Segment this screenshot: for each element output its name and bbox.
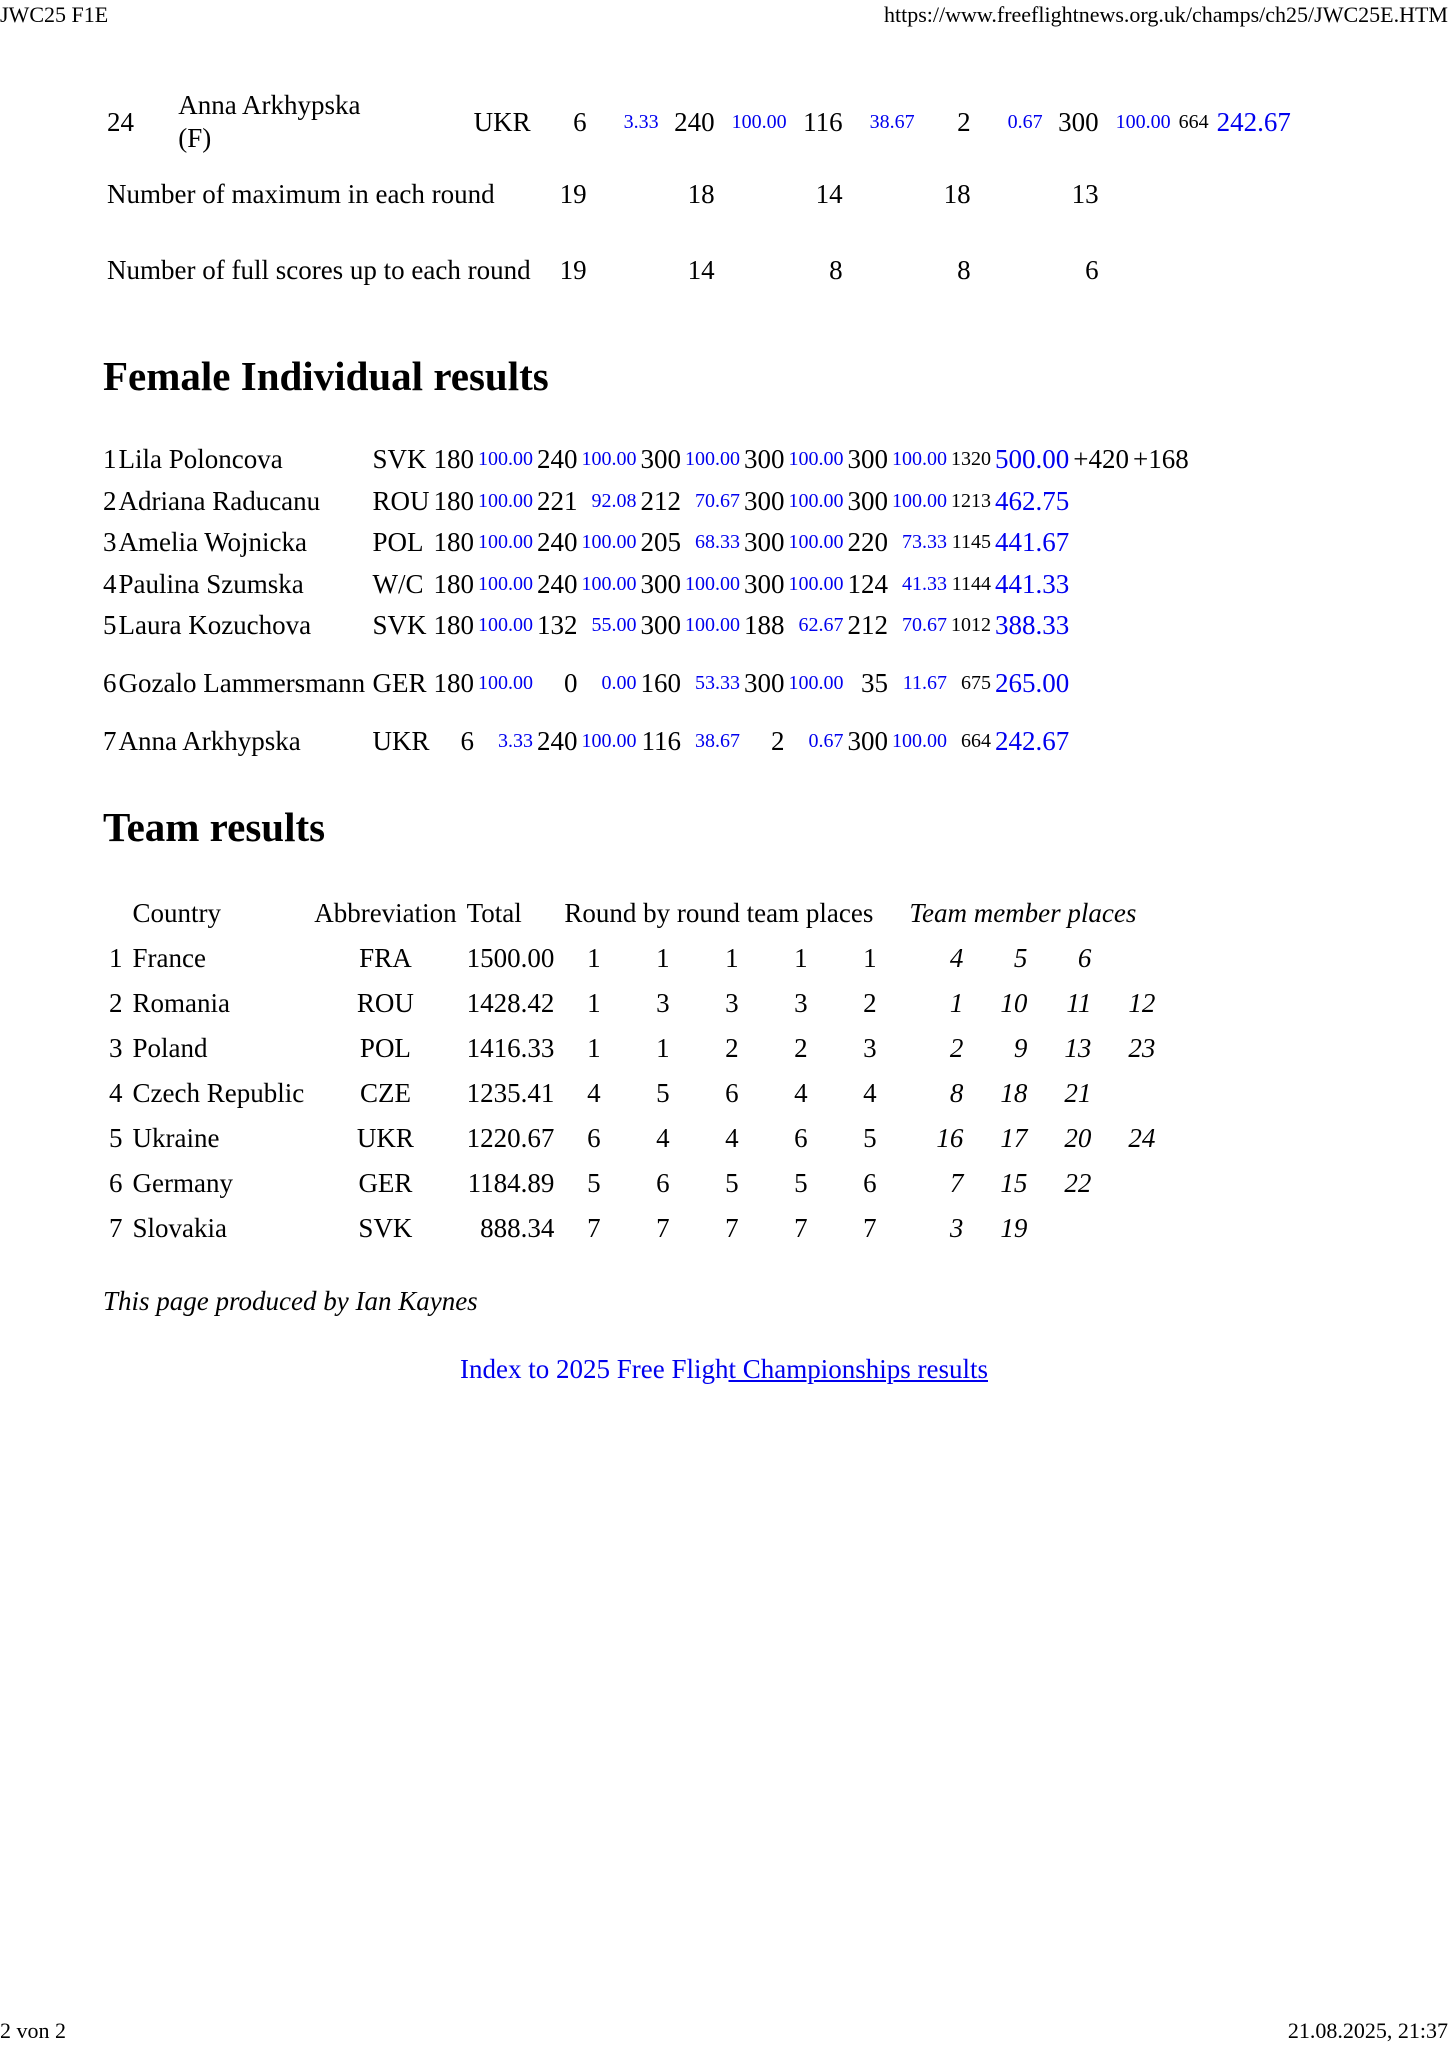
female-name: Anna Arkhypska xyxy=(118,725,301,756)
female-place: 6 xyxy=(103,668,117,698)
round-time: 300 xyxy=(847,725,889,756)
round-percent: 100.00 xyxy=(788,672,844,694)
round-time: 300 xyxy=(640,568,682,599)
round-percent: 100.00 xyxy=(581,531,637,554)
team-round-place: 3 xyxy=(863,1033,877,1063)
female-results-table xyxy=(103,439,1191,762)
team-place: 5 xyxy=(109,1123,123,1153)
round-percent: 100.00 xyxy=(478,489,534,512)
team-round-place: 2 xyxy=(863,988,877,1018)
round-percent: 3.33 xyxy=(623,110,659,133)
round-time: 2 xyxy=(771,725,785,756)
team-round-place: 4 xyxy=(656,1123,670,1153)
flyoff-score-1: +420 xyxy=(1073,444,1129,475)
team-total: 1235.41 xyxy=(466,1078,555,1108)
team-member-place: 18 xyxy=(1000,1078,1028,1108)
team-result-row xyxy=(104,936,1160,981)
female-name: Lila Poloncova xyxy=(118,444,283,475)
round-percent: 100.00 xyxy=(685,614,741,637)
round-time: 212 xyxy=(640,485,682,516)
team-results-table xyxy=(104,891,1160,1251)
team-abbrev: ROU xyxy=(356,988,414,1018)
credit-text: This page produced by Ian Kaynes xyxy=(103,1286,478,1316)
flyoff-score-1 xyxy=(1071,481,1131,523)
team-place: 6 xyxy=(109,1168,123,1198)
female-results-heading: Female Individual results xyxy=(103,353,549,399)
team-round-place: 5 xyxy=(656,1078,670,1108)
index-link-text-part2[interactable]: t Championships results xyxy=(728,1354,988,1384)
round-time: 220 xyxy=(847,527,889,558)
team-round-place: 1 xyxy=(794,943,808,973)
round-time: 160 xyxy=(640,668,682,698)
round-percent: 100.00 xyxy=(731,110,787,133)
round-time: 240 xyxy=(537,444,578,475)
round-percent: 41.33 xyxy=(902,572,948,595)
round-percent: 100.00 xyxy=(478,614,534,637)
team-abbrev: FRA xyxy=(359,943,412,973)
team-round-place: 1 xyxy=(863,943,877,973)
team-member-place: 1 xyxy=(949,988,964,1018)
team-abbrev: GER xyxy=(358,1168,413,1198)
page-footer-datetime: 21.08.2025, 21:37 xyxy=(1287,2018,1448,2043)
round-time: 300 xyxy=(744,527,785,558)
summary-spacer xyxy=(975,156,1047,232)
female-result-row xyxy=(103,439,1191,481)
team-result-row xyxy=(104,1206,1160,1251)
summary-value: 18 xyxy=(943,178,971,209)
result-score: 242.67 xyxy=(1216,106,1291,137)
team-round-place: 6 xyxy=(656,1168,670,1198)
team-country: Germany xyxy=(132,1168,233,1198)
round-time: 240 xyxy=(537,725,578,756)
flyoff-score-2 xyxy=(1131,721,1191,763)
round-percent: 0.67 xyxy=(808,729,844,752)
round-time: 300 xyxy=(744,568,785,599)
round-time: 180 xyxy=(433,610,475,641)
team-total: 1416.33 xyxy=(466,1033,555,1063)
team-header-members: Team member places xyxy=(909,898,1137,928)
round-time: 300 xyxy=(1058,106,1099,137)
female-place: 7 xyxy=(103,725,117,756)
round-percent: 73.33 xyxy=(902,531,948,554)
team-round-place: 4 xyxy=(794,1078,808,1108)
female-country: ROU xyxy=(372,485,430,516)
round-time: 240 xyxy=(674,106,715,137)
team-member-place: 24 xyxy=(1128,1123,1156,1153)
round-time: 180 xyxy=(433,485,475,516)
summary-spacer xyxy=(591,232,663,308)
team-round-place: 5 xyxy=(863,1123,877,1153)
team-round-place: 5 xyxy=(794,1168,808,1198)
team-member-place xyxy=(1096,1071,1160,1116)
team-member-place: 20 xyxy=(1064,1123,1092,1153)
female-total: 1012 xyxy=(951,614,992,637)
summary-value: 8 xyxy=(957,254,971,285)
round-percent: 100.00 xyxy=(1115,110,1171,133)
summary-value: 18 xyxy=(687,178,715,209)
round-time: 180 xyxy=(433,444,475,475)
team-total: 1428.42 xyxy=(466,988,555,1018)
team-header-total: Total xyxy=(466,898,522,928)
round-time: 124 xyxy=(847,568,889,599)
round-percent: 100.00 xyxy=(788,448,844,471)
team-round-place: 1 xyxy=(587,943,601,973)
team-member-place: 12 xyxy=(1128,988,1156,1018)
female-result-row xyxy=(103,605,1191,647)
female-score: 242.67 xyxy=(995,725,1070,756)
summary-spacer xyxy=(719,156,791,232)
team-member-place: 11 xyxy=(1066,988,1092,1018)
team-header-abbrev: Abbreviation xyxy=(314,898,457,928)
summary-label: Number of full scores up to each round xyxy=(107,254,531,285)
team-round-place: 2 xyxy=(794,1033,808,1063)
flyoff-score-1 xyxy=(1071,721,1131,763)
team-round-place: 5 xyxy=(587,1168,601,1198)
flyoff-score-2 xyxy=(1131,647,1191,721)
flyoff-score-2 xyxy=(1131,564,1191,606)
team-member-place: 19 xyxy=(1000,1213,1028,1243)
female-result-row xyxy=(103,522,1191,564)
team-result-row xyxy=(104,1071,1160,1116)
round-time: 300 xyxy=(847,485,889,516)
round-time: 2 xyxy=(957,106,971,137)
summary-value: 8 xyxy=(829,254,843,285)
summary-value: 13 xyxy=(1071,178,1099,209)
female-country: UKR xyxy=(372,725,430,756)
round-time: 212 xyxy=(847,610,889,641)
team-country: Slovakia xyxy=(132,1213,227,1243)
round-percent: 100.00 xyxy=(581,729,637,752)
team-round-place: 6 xyxy=(794,1123,808,1153)
female-place: 1 xyxy=(103,444,117,475)
team-member-place: 17 xyxy=(1000,1123,1028,1153)
flyoff-score-1 xyxy=(1071,522,1131,564)
round-percent: 100.00 xyxy=(788,489,844,512)
team-member-place: 3 xyxy=(949,1213,964,1243)
team-member-place: 23 xyxy=(1128,1033,1156,1063)
team-total: 1220.67 xyxy=(466,1123,555,1153)
team-round-place: 5 xyxy=(725,1168,739,1198)
female-name: Amelia Wojnicka xyxy=(118,527,308,558)
team-round-place: 7 xyxy=(725,1213,739,1243)
team-round-place: 7 xyxy=(863,1213,877,1243)
team-header-country: Country xyxy=(132,898,222,928)
team-round-place: 1 xyxy=(725,943,739,973)
team-header-row xyxy=(104,891,1160,936)
team-result-row xyxy=(104,981,1160,1026)
round-percent: 100.00 xyxy=(685,572,741,595)
summary-row xyxy=(103,232,1295,308)
female-place: 5 xyxy=(103,610,117,641)
round-time: 240 xyxy=(537,568,578,599)
team-country: Romania xyxy=(132,988,230,1018)
round-time: 300 xyxy=(640,444,682,475)
round-time: 300 xyxy=(847,444,889,475)
team-round-place: 4 xyxy=(863,1078,877,1108)
page-header-url: https://www.freeflightnews.org.uk/champs/ch25/JWC25E.HTM xyxy=(884,2,1448,27)
round-percent: 55.00 xyxy=(591,614,637,637)
female-result-row xyxy=(103,721,1191,763)
team-member-place: 22 xyxy=(1064,1168,1092,1198)
summary-spacer xyxy=(847,156,919,232)
round-percent: 100.00 xyxy=(892,448,948,471)
summary-spacer xyxy=(591,156,663,232)
round-time: 180 xyxy=(433,527,475,558)
round-percent: 100.00 xyxy=(581,572,637,595)
female-country: POL xyxy=(372,527,424,558)
summary-spacer xyxy=(1103,232,1175,308)
female-result-row xyxy=(103,481,1191,523)
team-member-place: 2 xyxy=(949,1033,964,1063)
summary-value: 19 xyxy=(559,178,587,209)
team-round-place: 2 xyxy=(725,1033,739,1063)
team-country: Czech Republic xyxy=(132,1078,305,1108)
team-round-place: 1 xyxy=(587,1033,601,1063)
female-total: 664 xyxy=(961,729,992,752)
team-round-place: 3 xyxy=(656,988,670,1018)
female-score: 441.33 xyxy=(995,568,1070,599)
female-total: 1320 xyxy=(951,448,992,471)
team-member-place: 10 xyxy=(1000,988,1028,1018)
round-percent: 70.67 xyxy=(902,614,948,637)
team-header-rounds: Round by round team places xyxy=(564,898,874,928)
round-time: 300 xyxy=(744,485,785,516)
result-row xyxy=(103,88,1295,156)
team-total: 1500.00 xyxy=(466,943,555,973)
flyoff-score-1 xyxy=(1071,647,1131,721)
female-score: 265.00 xyxy=(995,668,1070,698)
round-percent: 62.67 xyxy=(798,614,844,637)
round-percent: 100.00 xyxy=(892,489,948,512)
round-percent: 100.00 xyxy=(892,729,948,752)
round-percent: 100.00 xyxy=(478,531,534,554)
female-country: W/C xyxy=(372,568,424,599)
female-result-row xyxy=(103,564,1191,606)
result-place: 24 xyxy=(107,106,134,137)
female-country: SVK xyxy=(372,610,427,641)
page-footer-page: 2 von 2 xyxy=(0,2018,66,2043)
round-time: 180 xyxy=(433,668,475,698)
round-percent: 100.00 xyxy=(478,448,534,471)
female-result-row xyxy=(103,647,1191,721)
team-member-place: 21 xyxy=(1064,1078,1092,1108)
team-total: 1184.89 xyxy=(467,1168,555,1198)
round-percent: 0.00 xyxy=(601,672,637,694)
round-percent: 100.00 xyxy=(788,572,844,595)
team-round-place: 7 xyxy=(794,1213,808,1243)
round-percent: 100.00 xyxy=(478,672,534,694)
team-place: 2 xyxy=(109,988,123,1018)
flyoff-score-2 xyxy=(1131,605,1191,647)
round-time: 132 xyxy=(537,610,578,641)
team-country: Poland xyxy=(132,1033,208,1063)
flyoff-score-2: +168 xyxy=(1133,444,1189,475)
round-time: 116 xyxy=(641,725,682,756)
round-time: 300 xyxy=(640,610,682,641)
team-round-place: 1 xyxy=(656,1033,670,1063)
team-abbrev: SVK xyxy=(358,1213,413,1243)
team-member-place: 5 xyxy=(1013,943,1028,973)
round-percent: 3.33 xyxy=(498,729,534,752)
team-member-place: 13 xyxy=(1064,1033,1092,1063)
female-place: 2 xyxy=(103,485,117,516)
team-member-place: 16 xyxy=(936,1123,964,1153)
round-time: 35 xyxy=(861,668,889,698)
summary-value: 14 xyxy=(815,178,843,209)
summary-value: 14 xyxy=(687,254,715,285)
team-round-place: 6 xyxy=(863,1168,877,1198)
index-link-text-part1[interactable]: Index to 2025 Free Fligh xyxy=(460,1354,729,1384)
round-time: 0 xyxy=(564,668,578,698)
round-time: 300 xyxy=(744,668,785,698)
summary-spacer xyxy=(975,232,1047,308)
result-total: 664 xyxy=(1178,110,1209,133)
round-time: 300 xyxy=(744,444,785,475)
female-name: Adriana Raducanu xyxy=(118,485,321,516)
team-place: 1 xyxy=(109,943,123,973)
team-round-place: 3 xyxy=(794,988,808,1018)
team-round-place: 4 xyxy=(725,1123,739,1153)
flyoff-score-1 xyxy=(1071,564,1131,606)
team-member-place xyxy=(1096,936,1160,981)
index-link[interactable] xyxy=(0,1354,1448,1385)
team-round-place: 7 xyxy=(656,1213,670,1243)
team-country: Ukraine xyxy=(132,1123,220,1153)
female-total: 1213 xyxy=(951,489,992,512)
round-percent: 38.67 xyxy=(695,729,741,752)
team-total: 888.34 xyxy=(480,1213,555,1243)
team-place: 4 xyxy=(109,1078,123,1108)
round-percent: 38.67 xyxy=(869,110,915,133)
team-place: 7 xyxy=(109,1213,123,1243)
round-percent: 68.33 xyxy=(695,531,741,554)
team-abbrev: POL xyxy=(359,1033,411,1063)
summary-spacer xyxy=(719,232,791,308)
result-name: Anna Arkhypska (F) xyxy=(178,90,361,153)
female-score: 500.00 xyxy=(995,444,1070,475)
female-country: GER xyxy=(372,668,427,698)
round-percent: 70.67 xyxy=(695,489,741,512)
summary-spacer xyxy=(1103,156,1175,232)
round-time: 116 xyxy=(803,106,843,137)
team-round-place: 1 xyxy=(656,943,670,973)
female-place: 3 xyxy=(103,527,117,558)
round-percent: 100.00 xyxy=(478,572,534,595)
team-member-place: 6 xyxy=(1077,943,1092,973)
team-round-place: 6 xyxy=(587,1123,601,1153)
team-member-place: 9 xyxy=(1013,1033,1028,1063)
team-country: France xyxy=(132,943,206,973)
round-percent: 92.08 xyxy=(591,489,637,512)
summary-label: Number of maximum in each round xyxy=(107,178,495,209)
female-score: 462.75 xyxy=(995,485,1070,516)
round-percent: 11.67 xyxy=(902,672,948,694)
summary-value: 19 xyxy=(559,254,587,285)
flyoff-score-2 xyxy=(1131,481,1191,523)
team-round-place: 7 xyxy=(587,1213,601,1243)
round-percent: 100.00 xyxy=(581,448,637,471)
team-member-place: 7 xyxy=(949,1168,964,1198)
team-results-heading: Team results xyxy=(103,804,326,850)
female-total: 1145 xyxy=(951,531,992,554)
team-member-place xyxy=(1096,1206,1160,1251)
flyoff-score-2 xyxy=(1131,522,1191,564)
female-country: SVK xyxy=(372,444,427,475)
female-total: 1144 xyxy=(951,572,992,595)
team-member-place: 8 xyxy=(949,1078,964,1108)
team-member-place xyxy=(1096,1161,1160,1206)
round-percent: 100.00 xyxy=(788,531,844,554)
result-country: UKR xyxy=(473,106,531,137)
female-place: 4 xyxy=(103,568,117,599)
team-result-row xyxy=(104,1116,1160,1161)
female-name: Paulina Szumska xyxy=(118,568,304,599)
summary-value: 6 xyxy=(1085,254,1099,285)
team-abbrev: CZE xyxy=(359,1078,411,1108)
summary-row xyxy=(103,156,1295,232)
team-member-place: 4 xyxy=(949,943,964,973)
page-header-title: JWC25 F1E xyxy=(0,2,109,27)
team-member-place: 15 xyxy=(1000,1168,1028,1198)
flyoff-score-1 xyxy=(1071,605,1131,647)
round-percent: 0.67 xyxy=(1007,110,1043,133)
team-header-place xyxy=(104,891,128,936)
round-time: 188 xyxy=(744,610,785,641)
female-total: 675 xyxy=(961,672,992,694)
team-member-place xyxy=(1032,1206,1096,1251)
team-round-place: 3 xyxy=(725,988,739,1018)
team-place: 3 xyxy=(109,1033,123,1063)
team-result-row xyxy=(104,1161,1160,1206)
round-time: 221 xyxy=(537,485,578,516)
female-score: 388.33 xyxy=(995,610,1070,641)
team-round-place: 6 xyxy=(725,1078,739,1108)
round-time: 240 xyxy=(537,527,578,558)
round-percent: 53.33 xyxy=(695,672,741,694)
female-score: 441.67 xyxy=(995,527,1070,558)
team-result-row xyxy=(104,1026,1160,1071)
round-time: 6 xyxy=(460,725,475,756)
female-name: Laura Kozuchova xyxy=(118,610,312,641)
individual-results-tail-table xyxy=(103,88,1295,308)
round-time: 180 xyxy=(433,568,475,599)
team-abbrev: UKR xyxy=(356,1123,414,1153)
round-time: 6 xyxy=(573,106,587,137)
summary-spacer xyxy=(847,232,919,308)
female-name: Gozalo Lammersmann xyxy=(118,668,366,698)
team-round-place: 4 xyxy=(587,1078,601,1108)
team-round-place: 1 xyxy=(587,988,601,1018)
round-time: 205 xyxy=(640,527,682,558)
round-percent: 100.00 xyxy=(685,448,741,471)
